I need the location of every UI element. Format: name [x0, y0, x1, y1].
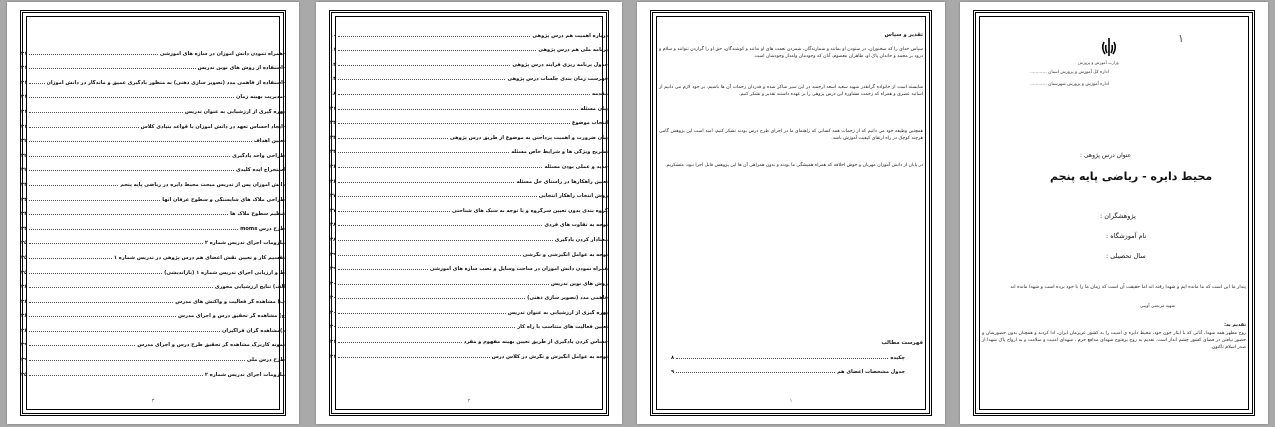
martyr-quote: پندار ما این است که ما مانده ایم و شهدا رفته اند اما حقیقت آن است که زمان ما را با خود برده است و شهدا مانده اند	[1010, 285, 1246, 290]
province-office-line: اداره کل آموزش و پرورش استان ............	[1030, 70, 1109, 75]
toc-entry	[21, 319, 285, 334]
toc-entry-page: ۳۵	[21, 254, 28, 261]
dot-leader	[29, 360, 245, 361]
toc-entry-page: ۲۶	[330, 163, 337, 170]
toc-entry-page: ۳۱	[21, 94, 28, 101]
toc-entry-page: ۳۲	[21, 138, 28, 145]
ack-paragraph-1: سپاس خدای را که سخنوران، در ستودن او بمانند و شمارندگان، شمردن نعمت های او ندانند و کوشندگان، حق او را گزاردن نتوانند و سلام و درود بر محمد و خاندان پاک او، طاهران معصوم، آنان که وجودمان وامدار وجودشان است.	[659, 47, 923, 60]
dot-leader	[29, 273, 162, 274]
toc-entry-title: فاهمی مدد (تصویر سازی ذهنی)	[527, 295, 608, 302]
toc-entry-page: ۳۵	[21, 371, 28, 378]
toc-entry-title: توجه به عوامل انگیزشی و نگرشی	[522, 251, 608, 258]
city-office-line: اداره آموزش و پرورش شهرستان ............	[1030, 82, 1109, 87]
dot-leader	[338, 138, 448, 139]
toc-entry-title: تقسیم کار و تعیین نقش اعضای هم درس پژوهی در تدریس شماره ۱	[113, 254, 285, 261]
contents-heading: فهرست مطالب	[881, 340, 923, 346]
dot-leader	[29, 302, 173, 303]
emblem-logo	[1098, 36, 1120, 58]
ministry-label: وزارت آموزش و پرورش	[1078, 60, 1119, 65]
dot-leader	[29, 127, 138, 128]
toc-entry-page: ۱۸	[330, 90, 337, 97]
dot-leader	[29, 54, 158, 55]
document-page-1	[7, 2, 299, 424]
toc-entry	[21, 188, 285, 203]
toc-entry-title: معنادار کردن یادگیری	[554, 236, 608, 243]
toc-entry-page: ۳۰	[330, 324, 337, 331]
toc-entry-title: تنظیم سطوح ملاک ها	[230, 211, 285, 218]
dot-leader	[338, 284, 549, 285]
toc-entry	[330, 301, 608, 316]
toc-entry	[330, 170, 608, 185]
toc-entry-title: توجه به تفاوت های فردی	[544, 222, 608, 229]
toc-entry	[21, 217, 285, 232]
dot-leader	[29, 156, 230, 157]
toc-entry	[21, 115, 285, 130]
toc-entry-title: -استفاده از روش های نوین تدریس	[197, 65, 285, 72]
topic-title: محیط دایره - ریاضی پایه پنجم	[1050, 170, 1213, 183]
toc-entry-page: ۳۱	[21, 50, 28, 57]
dot-leader	[338, 255, 521, 256]
toc-entry-page: ۱۰	[330, 32, 337, 39]
dot-leader	[338, 327, 515, 328]
dot-leader	[338, 357, 489, 358]
dot-leader	[29, 214, 228, 215]
toc-entry	[21, 261, 285, 276]
toc-entry-page: ۲۸	[330, 236, 337, 243]
toc-entry-page: ۳۹	[21, 357, 28, 364]
dot-leader	[338, 109, 578, 110]
toc-entry-title: ملزومات اجرای تدریس شماره ۲	[204, 371, 285, 378]
toc-entry-title: طرح درس moms	[240, 225, 285, 232]
toc-entry	[21, 42, 285, 57]
dot-leader	[338, 225, 542, 226]
dot-leader	[29, 170, 234, 171]
toc-entry-title: روش انتخاب راهکار انتخابی	[538, 193, 608, 200]
toc-entry-title: نمونه کاربرگ مشاهده گر تحقیق طرح درس و اجرای مدرس	[137, 342, 285, 349]
toc-entry-page: ۱۱	[330, 47, 337, 54]
toc-entry-title: جدول برنامه ریزی فرآیند درس پژوهی	[512, 61, 608, 68]
toc-entry	[330, 97, 608, 112]
toc-entry-page: ۳۲	[21, 152, 28, 159]
toc-entry-title: جدول مشخصات اعضای هم	[837, 369, 905, 376]
dot-leader	[29, 112, 183, 113]
toc-entry	[21, 159, 285, 174]
dot-leader	[338, 123, 570, 124]
page-number: ۱	[789, 398, 793, 404]
dot-leader	[338, 313, 506, 314]
acknowledgement-heading: تقدیر و سپاس	[884, 32, 923, 38]
toc-entry	[330, 53, 608, 68]
toc-entry	[330, 82, 608, 97]
toc-entry	[330, 258, 608, 273]
toc-entry-page: ۳۱	[21, 65, 28, 72]
document-page-3	[637, 2, 945, 424]
dot-leader	[338, 196, 536, 197]
toc-entry-title: چکیده	[890, 354, 905, 361]
toc-entry	[21, 144, 285, 159]
dot-leader	[29, 141, 252, 142]
toc-entry	[330, 141, 608, 156]
toc-entry	[330, 112, 608, 127]
toc-entry-page: ۳۴	[21, 211, 28, 218]
toc-entry-page: ۳۱	[330, 353, 337, 360]
toc-entry-page: ۳۱	[21, 108, 28, 115]
document-page-2	[316, 2, 622, 424]
dot-leader	[338, 211, 450, 212]
toc-entry-page: ۳۵	[21, 269, 28, 276]
toc-entry-page: ۲۷	[330, 207, 337, 214]
toc-entry	[330, 345, 608, 360]
topic-label: عنوان درس پژوهی :	[1080, 152, 1132, 159]
dot-leader	[29, 229, 238, 230]
toc-entry-page: ۳۱	[330, 339, 337, 346]
toc-entry	[330, 287, 608, 302]
toc-entry-page: ۳۶	[21, 313, 28, 320]
toc-entry-title: حساس کردن یادگیری از طریق تعیین بهینه مفهوم و مفرد	[463, 339, 608, 346]
toc-entry	[330, 228, 608, 243]
toc-entry-title: ج) مشاهده گر تحقیق درس و اجرای مدرس	[178, 313, 285, 320]
toc-entry-page: ۳۰	[330, 309, 337, 316]
toc-entry-title: الف) نتایج ارزشیابی محوری	[214, 284, 285, 291]
dot-leader	[29, 345, 135, 346]
toc-entry-title: تعیین راهکارها در راستای حل مسئله	[516, 178, 608, 185]
dot-leader	[29, 331, 220, 332]
toc-entry-title: طراحی ملاک های شایستگی و سطوح عرفان آنها	[162, 196, 285, 203]
dot-leader	[338, 36, 530, 37]
toc-entry-page: ۳۶	[21, 284, 28, 291]
toc-entry-title: طراحی واحد یادگیری	[232, 152, 285, 159]
toc-entry-page: ۲۸	[330, 222, 337, 229]
dot-leader	[338, 94, 590, 95]
toc-entry	[671, 361, 905, 376]
toc-entry-page: ۳۳	[21, 181, 28, 188]
toc-entry	[330, 243, 608, 258]
ack-paragraph-2: شایسته است از خانواده گرانقدر شهید سعید اسعد ارجمند در این سیر شاکر شده و قدردان زحمات آن ها باشیم. بر خود لازم می دانیم از اساتید عصری و همراه که زحمت مشاوره این درس پژوهی را بر عهده داشتند تقدیر و تشکر کنیم.	[659, 85, 923, 98]
table-of-contents	[21, 42, 285, 378]
toc-entry-title: فهرست زمان بندی جلسات درس پژوهی	[507, 76, 608, 83]
toc-entry-page: ۳۴	[21, 225, 28, 232]
dot-leader	[29, 68, 195, 69]
page-number: ۲	[467, 398, 471, 404]
toc-entry-page: ۲۹	[330, 266, 337, 273]
dot-leader	[676, 372, 835, 373]
dot-leader	[338, 269, 428, 270]
toc-entry-page: ۲۹	[330, 251, 337, 258]
page-number: ۳	[151, 398, 155, 404]
toc-entry-title: استخراج ایده کلیدی	[236, 167, 285, 174]
contents-list	[671, 346, 905, 375]
toc-entry	[330, 185, 608, 200]
toc-entry-title: بیان مسئله	[580, 105, 608, 112]
toc-entry-page: ۳۱	[21, 79, 28, 86]
toc-entry-title: دانش آموزان پس از تدریس مبحث محیط دایره در ریاضی پایه پنجم	[120, 181, 285, 188]
toc-entry	[21, 173, 285, 188]
toc-entry	[21, 305, 285, 320]
toc-entry-title: -ایجاد احساس تعهد در دانش آموزان با قواعد بنیادی کلاس	[140, 123, 285, 130]
toc-entry	[330, 68, 608, 83]
dot-leader	[338, 152, 509, 153]
toc-entry-page: ۲۱	[330, 105, 337, 112]
toc-entry	[21, 276, 285, 291]
toc-entry	[21, 348, 285, 363]
dot-leader	[338, 298, 525, 299]
toc-entry-title: طرح درس ملی	[246, 357, 285, 364]
toc-entry-title: تعیین اهداف	[253, 138, 285, 145]
toc-entry-page: ۲۳	[330, 120, 337, 127]
toc-entry	[21, 290, 285, 305]
toc-entry	[21, 246, 285, 261]
toc-entry-title: گروه بندی بدون تعیین سرگروه و با توجه به سبک های شناختی	[452, 207, 608, 214]
dot-leader	[29, 185, 118, 186]
toc-entry-title: انتخاب موضوع	[571, 120, 608, 127]
dot-leader	[338, 167, 542, 168]
dot-leader	[29, 83, 44, 84]
toc-entry-title: -استفاده از فاهمی مدد (تصویر سازی ذهنی) به منظور یادگیری عمیق و ماندگار در دانش آموزان	[46, 79, 285, 86]
ack-paragraph-4: در پایان از دانش آموزان مهربان و خوش اخلاقه که همراه همیشگی ما بودند و بدون همراهی آن ها این پژوهش قابل اجرا نبود، متشکریم.	[665, 163, 923, 168]
toc-entry-title: تعیین فعالیت های متناسب با راه کار	[517, 324, 608, 331]
toc-entry-title: -مدیریت بهینه زمان	[235, 94, 285, 101]
ack-paragraph-3: همچنین وظیفه خود می دانیم که از زحمات همه کسانی که راهنمای ما در اجرای طرح درس بودند تشکر کنیم، امید است این پژوهش گامی هرچند کوچک در راه ارتقای کیفیت آموزش باشد.	[659, 129, 923, 142]
dot-leader	[29, 243, 203, 244]
toc-entry	[21, 130, 285, 145]
toc-entry-title: بیان ضرورت و اهمیت پرداختن به موضوع از طریق درس پژوهی	[449, 134, 608, 141]
dedication-heading: تقدیم به:	[1224, 323, 1246, 328]
dot-leader	[29, 258, 112, 259]
corner-number: ۱	[1178, 32, 1184, 45]
toc-entry-title: ب) مشاهده گر فعالیت و واکنش های مدرس	[175, 298, 285, 305]
toc-entry	[21, 86, 285, 101]
dot-leader	[338, 79, 505, 80]
dot-leader	[338, 240, 553, 241]
toc-entry-title: -همراه نمودن دانش آموزان در سازه های آموزشی	[159, 50, 285, 57]
dot-leader	[338, 65, 510, 66]
toc-entry	[330, 39, 608, 54]
dot-leader	[29, 287, 213, 288]
toc-entry	[671, 346, 905, 361]
dedication-text: روح مطهر همه شهدا، آنانی که با ایثار خون خود، محیط دایره ی امنیت را به کشور عزیزمان ایران، ادا کردند و همچنان بدون حضورشان و حضور نیافتن در فضای کشور چشم انداز است. تقدیم به روح پرفتوح شهدای مدافع حرم ، شهدای امنیت و سلامت و به ارواح پاک شهدا از صدر اسلام تاکنون.	[982, 331, 1246, 351]
toc-entry	[330, 199, 608, 214]
toc-entry-page: ۲۳	[330, 134, 337, 141]
toc-entry	[21, 203, 285, 218]
toc-entry-page: ۳۵	[21, 240, 28, 247]
toc-entry-page: ۲۶	[330, 178, 337, 185]
toc-entry	[21, 71, 285, 86]
toc-entry-title: جدید و عملی بودن مسئله	[544, 163, 608, 170]
toc-entry	[21, 57, 285, 72]
toc-entry-title: تشریح ویژگی ها و شرایط خاص مسئله	[511, 149, 608, 156]
toc-entry-page: ۳۹	[21, 342, 28, 349]
toc-entry	[21, 334, 285, 349]
toc-entry	[330, 272, 608, 287]
toc-entry-page: ۲۴	[330, 149, 337, 156]
toc-entry-title: همراه نمودن دانش آموزان در ساخت وسایل و نصب سازه های آموزشی	[429, 266, 608, 273]
toc-entry-page: ۲۷	[330, 193, 337, 200]
toc-entry-title: توجه به عوامل انگیزش و نگرش در کلاس درس	[491, 353, 608, 360]
dot-leader	[29, 200, 160, 201]
toc-entry	[21, 100, 285, 115]
dot-leader	[676, 358, 888, 359]
toc-entry	[330, 155, 608, 170]
toc-entry-page: ۳۰	[330, 280, 337, 287]
toc-entry	[330, 126, 608, 141]
toc-entry-title: درباره اهمیت هم درس پژوهی	[532, 32, 608, 39]
dot-leader	[338, 50, 536, 51]
toc-entry-title: ملزومات اجرای تدریس شماره ۲	[204, 240, 285, 247]
document-page-4	[960, 2, 1268, 424]
toc-entry	[21, 232, 285, 247]
quote-author: شهید مرتضی آوینی	[1140, 304, 1176, 309]
dot-leader	[338, 342, 462, 343]
toc-entry-title: برنامه ملی هم درس پژوهی	[538, 47, 608, 54]
toc-entry-page: ۱۳	[330, 61, 337, 68]
toc-entry-title: د)مشاهده گران فراگیران	[222, 327, 285, 334]
dot-leader	[29, 316, 176, 317]
toc-entry	[330, 316, 608, 331]
researchers-field: پژوهشگران :	[1100, 212, 1136, 220]
toc-entry	[330, 214, 608, 229]
toc-entry-title: بهره گیری از ارزشیابی به عنوان تدریس	[184, 108, 285, 115]
school-field: نام آموزشگاه :	[1106, 232, 1147, 240]
toc-entry	[330, 24, 608, 39]
year-field: سال تحصیلی :	[1106, 252, 1146, 260]
table-of-contents	[330, 24, 608, 360]
toc-entry-page: ۳۱	[21, 123, 28, 130]
toc-entry-page: ۱۴	[330, 76, 337, 83]
toc-entry-title: روش های نوین تدریس	[550, 280, 608, 287]
toc-entry-page: ۳۲	[21, 167, 28, 174]
toc-entry-title: ط و ارزیابی اجرای تدریس شماره ۱ (بازاندیشی)	[164, 269, 285, 276]
dot-leader	[29, 375, 203, 376]
toc-entry-page: ۸	[671, 354, 675, 361]
toc-entry-title: بهره گیری از ارزشیابی به عنوان تدریس	[507, 309, 608, 316]
dot-leader	[29, 97, 234, 98]
toc-entry-page: ۳۶	[21, 327, 28, 334]
toc-entry-page: ۳۶	[21, 298, 28, 305]
dot-leader	[338, 182, 514, 183]
toc-entry	[21, 363, 285, 378]
toc-entry-title: مقدمه	[591, 90, 608, 97]
toc-entry-page: ۹	[671, 369, 675, 376]
toc-entry-page: ۳۰	[330, 295, 337, 302]
toc-entry-page: ۳۳	[21, 196, 28, 203]
toc-entry	[330, 330, 608, 345]
